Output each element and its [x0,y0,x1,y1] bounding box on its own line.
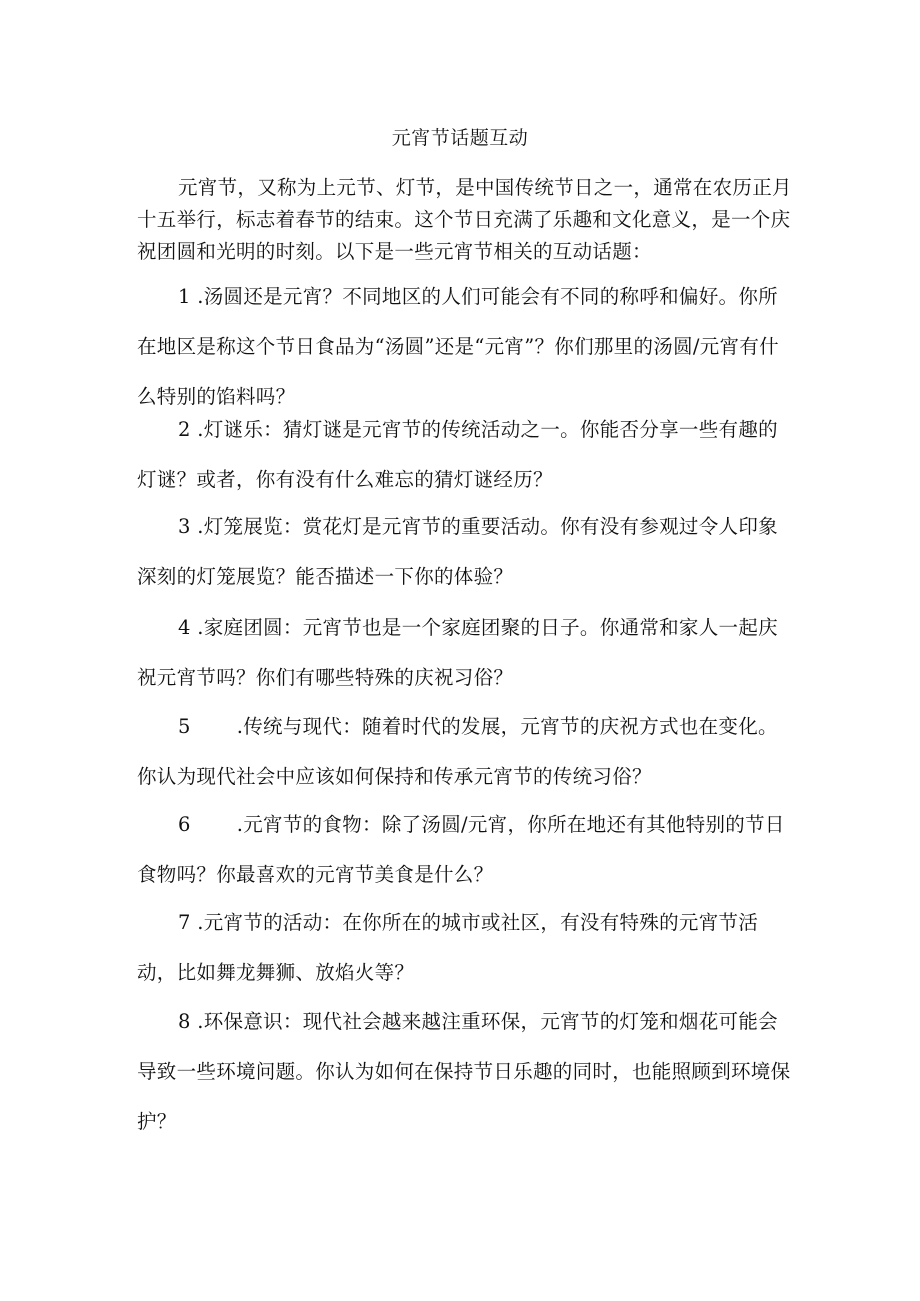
intro-paragraph: 元宵节，又称为上元节、灯节，是中国传统节日之一，通常在农历正月十五举行，标志着春节的结束。这个节日充满了乐趣和文化意义，是一个庆祝团圆和光明的时刻。以下是一些元宵节相关的互动话题： [137,176,792,263]
topic-item-1 [137,272,797,422]
topic-text: .传统与现代：随着时代的发展，元宵节的庆祝方式也在变化。你认为现代社会中应该如何保持和传承元宵节的传统习俗？ [137,715,778,788]
topic-text: .家庭团圆：元宵节也是一个家庭团聚的日子。你通常和家人一起庆祝元宵节吗？你们有哪些特殊的庆祝习俗？ [137,616,778,689]
topic-item-2 [137,405,797,505]
topic-text: .元宵节的活动：在你所在的城市或社区，有没有特殊的元宵节活动，比如舞龙舞狮、放焰火等？ [137,911,759,984]
topic-item-4 [137,603,797,703]
topic-number: 3 [178,515,191,538]
topic-number: 4 [178,616,191,639]
topic-text: .元宵节的食物：除了汤圆/元宵，你所在地还有其他特别的节日食物吗？你最喜欢的元宵节美食是什么？ [137,813,785,886]
topic-number: 6 [178,813,191,836]
topic-text: .汤圆还是元宵？不同地区的人们可能会有不同的称呼和偏好。你所在地区是称这个节日食品为“汤圆”还是“元宵”？你们那里的汤圆/元宵有什么特别的馅料吗？ [137,285,779,408]
topic-number: 8 [178,1010,191,1033]
topic-number: 1 [178,285,191,308]
topic-number: 5 [178,715,191,738]
topic-item-3 [137,502,797,602]
document-title: 元宵节话题互动 [391,127,529,149]
topic-text: .环保意识：现代社会越来越注重环保，元宵节的灯笼和烟花可能会导致一些环境问题。你认为如何在保持节日乐趣的同时，也能照顾到环境保护？ [137,1010,791,1133]
topic-item-6 [137,800,797,900]
topic-text: .灯谜乐：猜灯谜是元宵节的传统活动之一。你能否分享一些有趣的灯谜？或者，你有没有什么难忘的猜灯谜经历？ [137,418,778,491]
topic-item-8 [137,997,797,1147]
topic-text: .灯笼展览：赏花灯是元宵节的重要活动。你有没有参观过令人印象深刻的灯笼展览？能否描述一下你的体验？ [137,515,778,588]
topic-number: 7 [178,911,191,934]
topic-number: 2 [178,418,191,441]
topic-item-5 [137,702,797,802]
topic-item-7 [137,898,797,998]
